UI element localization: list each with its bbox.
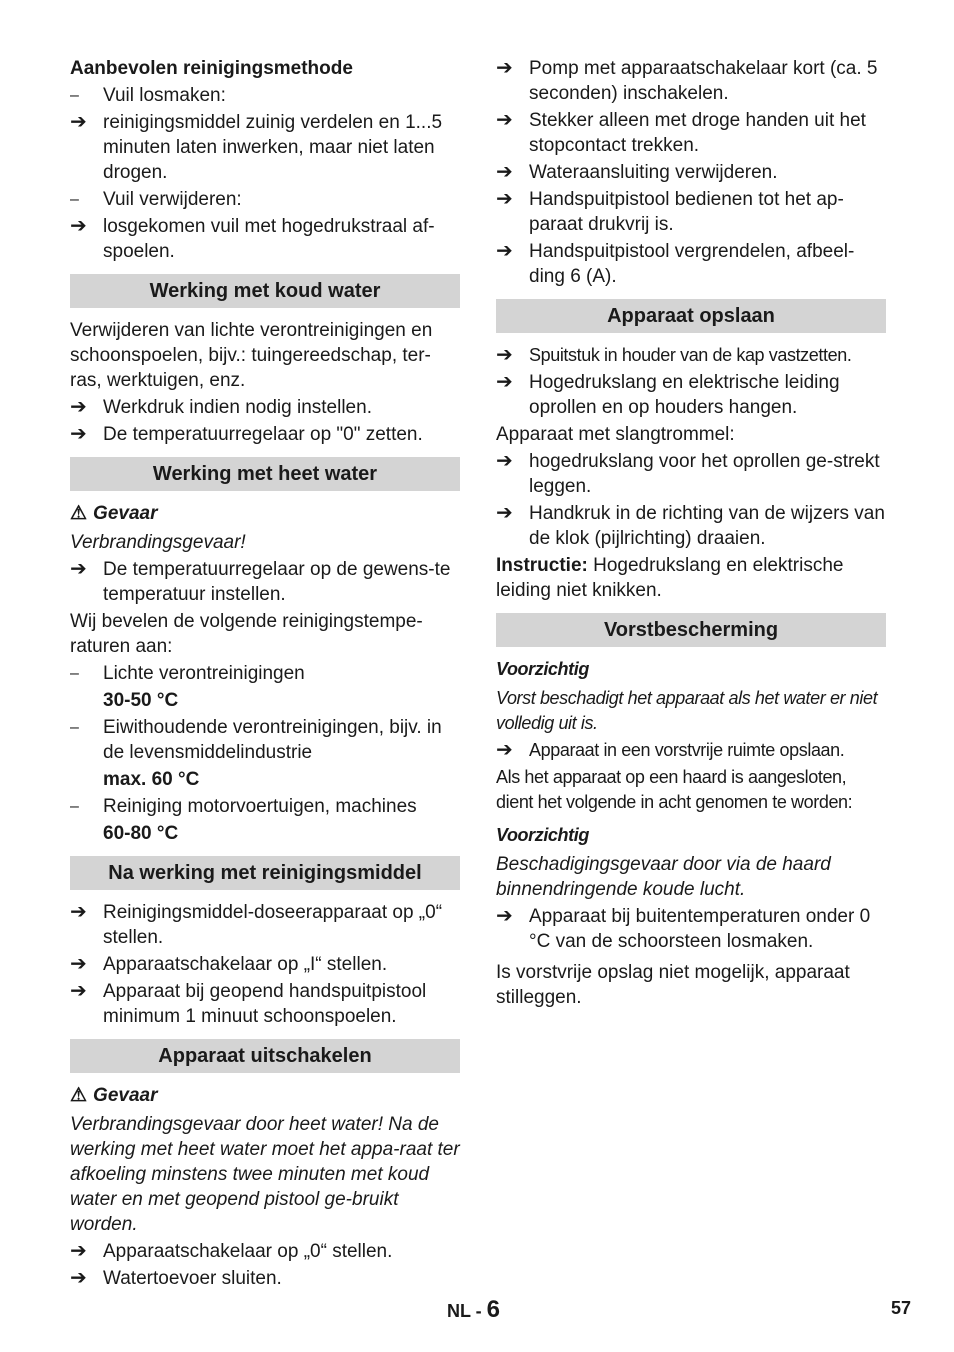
store-reel: Apparaat met slangtrommel: [496, 424, 735, 445]
arrow-bullet-icon: ➔ [70, 901, 87, 923]
warning-triangle-icon: ⚠ [70, 1085, 88, 1106]
list-item-text: De temperatuurregelaar op de gewens-te temperatuur instellen. [103, 559, 451, 605]
temperature-value: max. 60 °C [103, 769, 200, 790]
page-number: 57 [891, 1298, 912, 1318]
list-item-text: hogedrukslang voor het oprollen ge-strekt leggen. [529, 451, 880, 497]
arrow-bullet-icon: ➔ [496, 109, 513, 131]
caution-1-text: Vorst beschadigt het apparaat als het water er niet volledig uit is. [496, 688, 878, 733]
list-item-text: Apparaat bij buitentemperaturen onder 0 °C van de schoorsteen losmaken. [529, 906, 871, 952]
arrow-bullet-icon: ➔ [496, 344, 513, 366]
list-item [70, 187, 460, 212]
list-item [70, 395, 460, 420]
dash-bullet-icon: – [70, 87, 79, 104]
hot-warning-label: Gevaar [93, 503, 158, 524]
list-item-text: Apparaatschakelaar op „I“ stellen. [103, 954, 388, 975]
list-item [496, 108, 886, 158]
list-item [496, 738, 886, 763]
list-item [70, 715, 460, 765]
footer-lang: NL [447, 1301, 471, 1321]
hot-recommend: Wij bevelen de volgende reinigingstempe-raturen aan: [70, 611, 423, 657]
arrow-bullet-icon: ➔ [70, 423, 87, 445]
footer-section-page: 6 [486, 1296, 501, 1323]
reel-list [496, 449, 886, 551]
cold-list [70, 395, 460, 447]
list-item [70, 1239, 460, 1264]
arrow-bullet-icon: ➔ [496, 739, 513, 761]
list-item-text: Werkdruk indien nodig instellen. [103, 397, 372, 418]
list-item [496, 343, 886, 368]
list-item [496, 160, 886, 185]
list-item-text: Apparaat bij geopend handspuitpistool minimum 1 minuut schoonspoelen. [103, 981, 427, 1027]
list-item [70, 794, 460, 819]
method-heading: Aanbevolen reinigingsmethode [70, 58, 353, 79]
arrow-bullet-icon: ➔ [70, 1267, 87, 1289]
arrow-bullet-icon: ➔ [70, 953, 87, 975]
list-item-text: Wateraansluiting verwijderen. [529, 162, 778, 183]
store-list [496, 343, 886, 420]
hot-list [70, 557, 460, 607]
arrow-bullet-icon: ➔ [496, 905, 513, 927]
list-item-text: Watertoevoer sluiten. [103, 1268, 282, 1289]
list-item [70, 557, 460, 607]
arrow-bullet-icon: ➔ [496, 450, 513, 472]
off-warning-text: Verbrandingsgevaar door heet water! Na de werking met heet water moet het appa-raat ter afkoeling minstens twee minuten met koud water en met geopend pistool ge-bruikt worden. [70, 1114, 460, 1235]
dash-bullet-icon: – [70, 798, 79, 815]
frost-final: Is vorstvrije opslag niet mogelijk, apparaat stilleggen. [496, 962, 850, 1008]
caution-2: Voorzichtig [496, 825, 589, 845]
footer-section-label [447, 1296, 500, 1324]
list-item [496, 449, 886, 499]
off-warning [70, 1083, 460, 1108]
section-frost: Vorstbescherming [496, 613, 886, 647]
frost-list [496, 738, 886, 763]
arrow-bullet-icon: ➔ [496, 240, 513, 262]
list-item-text: Vuil losmaken: [103, 85, 226, 106]
instruction-text: Hogedrukslang en elektrische leiding niet knikken. [496, 555, 844, 601]
temperature-value: 30-50 °C [103, 690, 179, 711]
method-list [70, 83, 460, 264]
right-column [496, 56, 886, 1012]
dash-bullet-icon: – [70, 665, 79, 682]
list-item-text: Stekker alleen met droge handen uit het stopcontact trekken. [529, 110, 866, 156]
list-item-text: Apparaat in een vorstvrije ruimte opslaan. [529, 740, 845, 760]
section-switch-off: Apparaat uitschakelen [70, 1039, 460, 1073]
caution-1: Voorzichtig [496, 659, 589, 679]
cold-intro: Verwijderen van lichte verontreinigingen en schoonspoelen, bijv.: tuingereedschap, ter-ras, werktuigen, enz. [70, 320, 433, 391]
hot-warning-text: Verbrandingsgevaar! [70, 532, 246, 553]
dash-bullet-icon: – [70, 191, 79, 208]
list-item [70, 979, 460, 1029]
list-item [496, 501, 886, 551]
list-item [70, 83, 460, 108]
instruction-label: Instructie: [496, 555, 588, 576]
arrow-bullet-icon: ➔ [70, 396, 87, 418]
list-item [70, 422, 460, 447]
instruction [496, 553, 886, 603]
list-item [70, 952, 460, 977]
after-list [70, 900, 460, 1029]
footer-sep: - [470, 1301, 487, 1321]
list-item [70, 900, 460, 950]
list-item-text: Reinigingsmiddel-doseerapparaat op „0“ stellen. [103, 902, 443, 948]
list-item-text: De temperatuurregelaar op "0" zetten. [103, 424, 423, 445]
arrow-bullet-icon: ➔ [496, 57, 513, 79]
list-item-text: Handspuitpistool bedienen tot het ap-paraat drukvrij is. [529, 189, 844, 235]
list-item-text: Handkruk in de richting van de wijzers van de klok (pijlrichting) draaien. [529, 503, 885, 549]
list-item [496, 239, 886, 289]
frost-list-2 [496, 904, 886, 954]
temperature-value: 60-80 °C [103, 823, 179, 844]
section-store: Apparaat opslaan [496, 299, 886, 333]
hot-warning [70, 501, 460, 526]
list-item-text: Reiniging motorvoertuigen, machines [103, 796, 417, 817]
temperature-list [70, 661, 460, 846]
list-item-text: Spuitstuk in houder van de kap vastzetten. [529, 345, 852, 365]
list-item [496, 904, 886, 954]
list-item [70, 661, 460, 686]
list-item-text: Lichte verontreinigingen [103, 663, 305, 684]
arrow-bullet-icon: ➔ [70, 111, 87, 133]
left-column [70, 56, 460, 1293]
list-item [70, 214, 460, 264]
list-item-text: Apparaatschakelaar op „0“ stellen. [103, 1241, 393, 1262]
list-item-text: losgekomen vuil met hogedrukstraal af-spoelen. [103, 216, 435, 262]
list-item [70, 1266, 460, 1291]
arrow-bullet-icon: ➔ [70, 980, 87, 1002]
section-after-detergent: Na werking met reinigingsmiddel [70, 856, 460, 890]
section-hot-water: Werking met heet water [70, 457, 460, 491]
arrow-bullet-icon: ➔ [496, 188, 513, 210]
dash-bullet-icon: – [70, 719, 79, 736]
frost-note: Als het apparaat op een haard is aangesloten, dient het volgende in acht genomen te worden: [496, 767, 853, 812]
arrow-bullet-icon: ➔ [70, 558, 87, 580]
off-warning-label: Gevaar [93, 1085, 158, 1106]
list-item [496, 187, 886, 237]
arrow-bullet-icon: ➔ [70, 1240, 87, 1262]
arrow-bullet-icon: ➔ [70, 215, 87, 237]
arrow-bullet-icon: ➔ [496, 371, 513, 393]
page-footer [0, 1292, 954, 1322]
list-item [70, 110, 460, 185]
list-item-text: reinigingsmiddel zuinig verdelen en 1...5 minuten laten inwerken, maar niet laten drogen. [103, 112, 443, 183]
section-cold-water: Werking met koud water [70, 274, 460, 308]
list-item-text: Vuil verwijderen: [103, 189, 242, 210]
caution-2-text: Beschadigingsgevaar door via de haard binnendringende koude lucht. [496, 854, 831, 900]
list-item-text: Eiwithoudende verontreinigingen, bijv. in de levensmiddelindustrie [103, 717, 442, 763]
arrow-bullet-icon: ➔ [496, 502, 513, 524]
warning-triangle-icon: ⚠ [70, 503, 88, 524]
list-item-text: Handspuitpistool vergrendelen, afbeel-ding 6 (A). [529, 241, 855, 287]
list-item-text: Pomp met apparaatschakelaar kort (ca. 5 seconden) inschakelen. [529, 58, 878, 104]
list-item [496, 56, 886, 106]
list-item [496, 370, 886, 420]
list-item-text: Hogedrukslang en elektrische leiding oprollen en op houders hangen. [529, 372, 840, 418]
arrow-bullet-icon: ➔ [496, 161, 513, 183]
off-list [70, 1239, 460, 1291]
top-list [496, 56, 886, 289]
